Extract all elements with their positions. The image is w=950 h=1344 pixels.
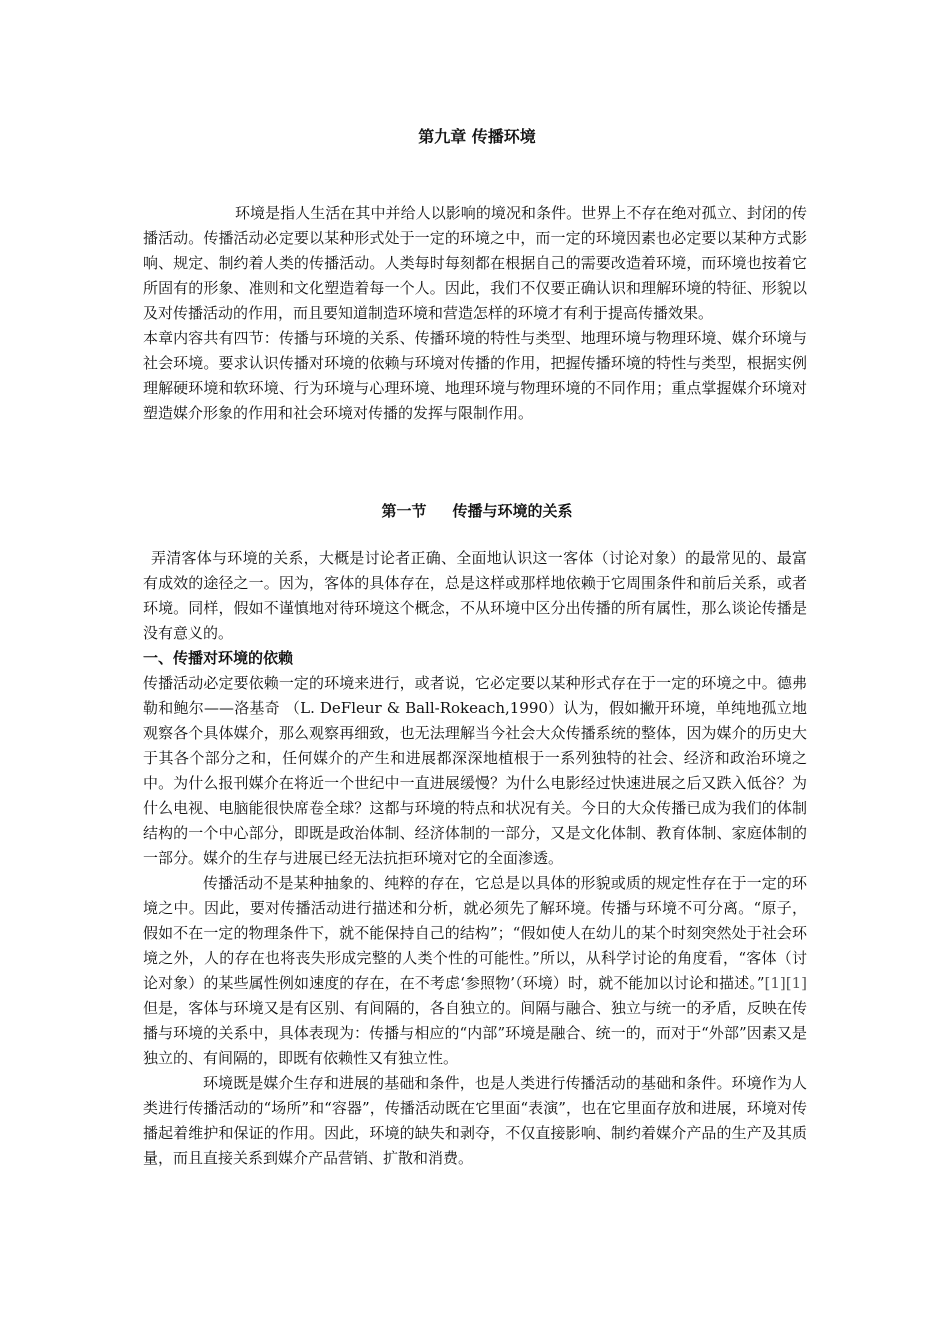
subheading: 一、传播对环境的依赖	[143, 649, 294, 667]
footnote-reference[interactable]: [1][1]	[764, 974, 807, 992]
document-page	[143, 0, 811, 1344]
body-paragraph	[143, 871, 807, 1071]
chapter-intro	[143, 201, 807, 426]
paragraph-text: 传播活动不是某种抽象的、纯粹的存在，它总是以具体的形貌或质的规定性存在于一定的环境之中。因此，要对传播活动进行描述和分析，就必须先了解环境。传播与环境不可分离。“原子，假如不在一定的物理条件下，就不能保持自己的结构”；“假如使人在幼儿的某个时刻突然处于社会环境之外，人的存在也将丧失形成完整的人类个性的可能性。”所以，从科学讨论的角度看，“客体（讨论对象）的某些属性例如速度的存在，在不考虑‘参照物’（环境）时，就不能加以讨论和描述。”	[143, 874, 807, 992]
paragraph-text: 但是，客体与环境又是有区别、有间隔的，各自独立的。间隔与融合、独立与统一的矛盾，反映在传播与环境的关系中，具体表现为：传播与相应的“内部”环境是融合、统一的，而对于“外部”因素又是独立的、有间隔的，即既有依赖性又有独立性。	[143, 999, 807, 1067]
section-title: 第一节 传播与环境的关系	[381, 502, 573, 520]
intro-paragraph: 环境是指人生活在其中并给人以影响的境况和条件。世界上不存在绝对孤立、封闭的传播活动。传播活动必定要以某种形式处于一定的环境之中，而一定的环境因素也必定要以某种方式影响、规定、制约着人类的传播活动。人类每时每刻都在根据自己的需要改造着环境，而环境也按着它所固有的形象、准则和文化塑造着每一个人。因此，我们不仅要正确认识和理解环境的特征、形貌以及对传播活动的作用，而且要知道制造环境和营造怎样的环境才有利于提高传播效果。	[143, 204, 807, 322]
chapter-overview-paragraph: 本章内容共有四节：传播与环境的关系、传播环境的特性与类型、地理环境与物理环境、媒介环境与社会环境。要求认识传播对环境的依赖与环境对传播的作用，把握传播环境的特性与类型，根据实例理解硬环境和软环境、行为环境与心理环境、地理环境与物理环境的不同作用；重点掌握媒介环境对塑造媒介形象的作用和社会环境对传播的发挥与限制作用。	[143, 329, 807, 422]
body-paragraph: 传播活动必定要依赖一定的环境来进行，或者说，它必定要以某种形式存在于一定的环境之中。德弗勒和鲍尔——洛基奇 （L. DeFleur & Ball-Rokeach,1990）认为，假如撇开环境，单纯地孤立地观察各个具体媒介，那么观察再细致，也无法理解当今社会大众传播系统的整体，因为媒介的历史大于其各个部分之和，任何媒介的产生和进展都深深地植根于一系列独特的社会、经济和政治环境之中。为什么报刊媒介在将近一个世纪中一直进展缓慢？为什么电影经过快速进展之后又跌入低谷？为什么电视、电脑能很快席卷全球？这都与环境的特点和状况有关。今日的大众传播已成为我们的体制结构的一个中心部分，即既是政治体制、经济体制的一部分，又是文化体制、教育体制、家庭体制的一部分。媒介的生存与进展已经无法抗拒环境对它的全面渗透。	[143, 674, 807, 867]
chapter-title: 第九章 传播环境	[418, 127, 536, 146]
section-body	[143, 546, 807, 1171]
body-paragraph: 环境既是媒介生存和进展的基础和条件，也是人类进行传播活动的基础和条件。环境作为人类进行传播活动的“场所”和“容器”，传播活动既在它里面“表演”，也在它里面存放和进展，环境对传播起着维护和保证的作用。因此，环境的缺失和剥夺，不仅直接影响、制约着媒介产品的生产及其质量，而且直接关系到媒介产品营销、扩散和消费。	[143, 1074, 807, 1167]
section-opening-paragraph: 弄清客体与环境的关系，大概是讨论者正确、全面地认识这一客体（讨论对象）的最常见的、最富有成效的途径之一。因为，客体的具体存在，总是这样或那样地依赖于它周围条件和前后关系，或者环境。同样，假如不谨慎地对待环境这个概念，不从环境中区分出传播的所有属性，那么谈论传播是没有意义的。	[143, 549, 807, 642]
